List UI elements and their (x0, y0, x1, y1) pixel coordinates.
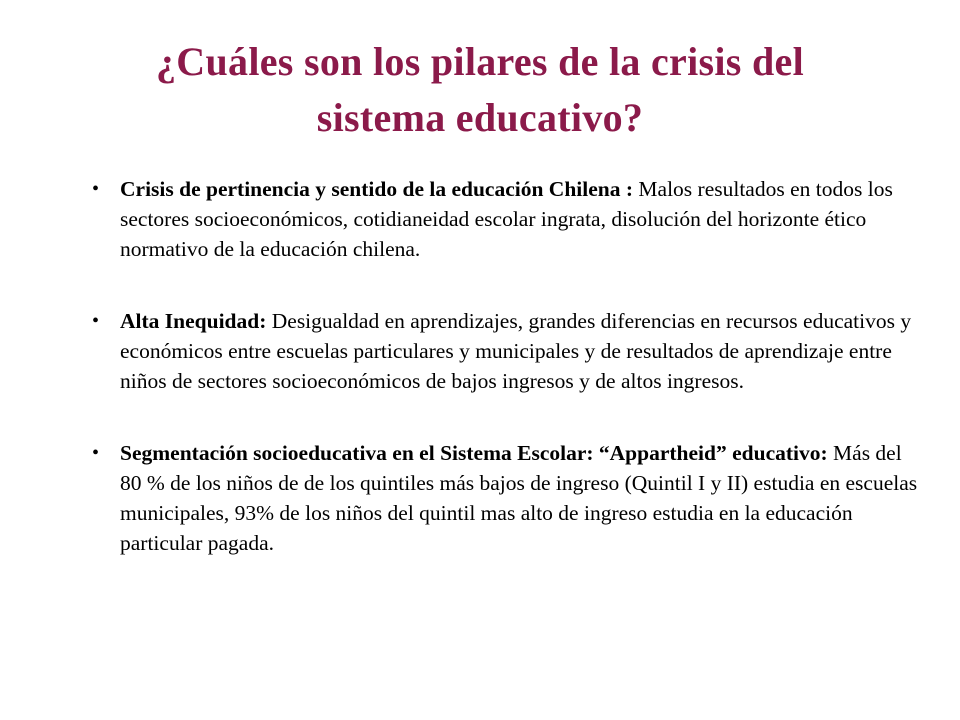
slide-title-line-2: sistema educativo? (316, 95, 644, 140)
bullet-item-segmentacion (92, 438, 922, 558)
bullet-dot-icon: • (92, 178, 100, 200)
bullet-list (92, 174, 922, 600)
slide-title-line-1: ¿Cuáles son los pilares de la crisis del (156, 39, 804, 84)
slide-title (0, 34, 960, 146)
bullet-dot-icon: • (92, 442, 100, 464)
bullet-body: Malos resultados en todos los sectores socioeconómicos, cotidianeidad escolar ingrata, disolución del horizonte ético normativo de la educación chilena. (120, 177, 893, 261)
bullet-lead: Alta Inequidad: (120, 309, 267, 333)
bullet-lead: Segmentación socioeducativa en el Sistema Escolar: “Appartheid” educativo: (120, 441, 828, 465)
bullet-body: Desigualdad en aprendizajes, grandes diferencias en recursos educativos y económicos entre escuelas particulares y municipales y de resultados de aprendizaje entre niños de sectores socioeconómicos de bajos ingresos y de altos ingresos. (120, 309, 912, 393)
bullet-lead: Crisis de pertinencia y sentido de la educación Chilena : (120, 177, 634, 201)
bullet-dot-icon: • (92, 310, 100, 332)
bullet-item-pertinencia (92, 174, 922, 264)
bullet-item-inequidad (92, 306, 922, 396)
bullet-body: Más del 80 % de los niños de de los quintiles más bajos de ingreso (Quintil I y II) estudia en escuelas municipales, 93% de los niños del quintil mas alto de ingreso estudia en la educación particular pagada. (120, 441, 918, 555)
